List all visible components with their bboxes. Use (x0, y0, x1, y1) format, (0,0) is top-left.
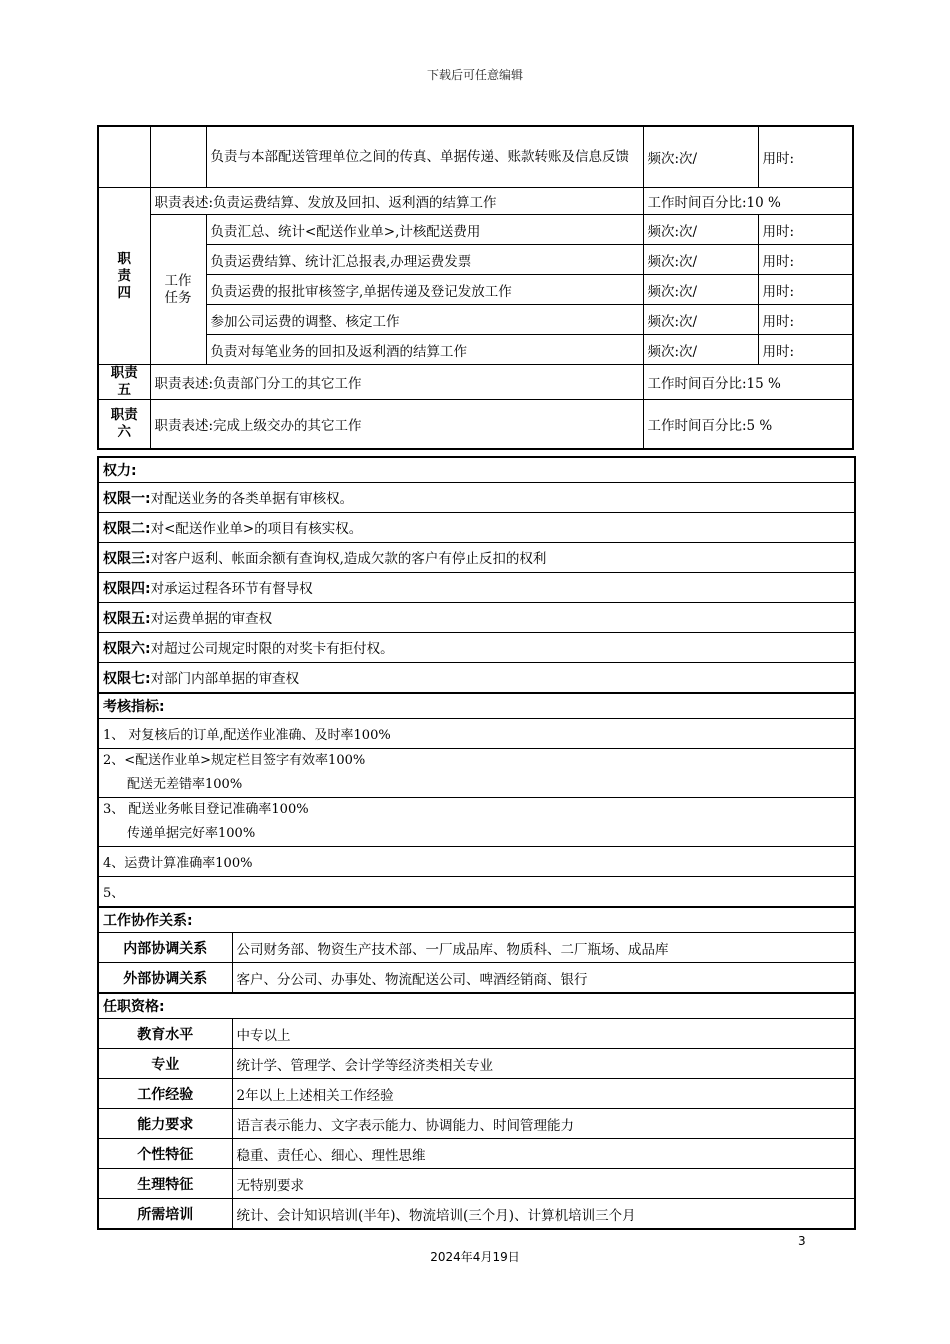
time-cell: 用时: (758, 245, 853, 275)
qualification-value: 稳重、责任心、细心、理性思维 (232, 1139, 855, 1169)
qualification-value: 中专以上 (232, 1019, 855, 1049)
table-row (98, 126, 853, 188)
power-title: 权力: (98, 457, 855, 483)
table-row (98, 1019, 855, 1049)
qualification-label: 所需培训 (98, 1199, 232, 1230)
power-item: 权限七:对部门内部单据的审查权 (98, 663, 855, 694)
table-row (98, 275, 853, 305)
table-row (98, 633, 855, 663)
time-cell: 用时: (758, 305, 853, 335)
time-cell: 用时: (758, 275, 853, 305)
power-item: 权限三:对客户返利、帐面余额有查询权,造成欠款的客户有停止反扣的权利 (98, 543, 855, 573)
duty5-label: 职责五 (98, 365, 150, 400)
table-row (98, 1049, 855, 1079)
table-row (98, 877, 855, 908)
duty6-description: 职责表述:完成上级交办的其它工作 (150, 400, 643, 450)
qualification-value: 统计学、管理学、会计学等经济类相关专业 (232, 1049, 855, 1079)
table-row (98, 245, 853, 275)
frequency-cell: 频次:次/ (643, 215, 758, 245)
table-row (98, 749, 855, 798)
qualification-label: 教育水平 (98, 1019, 232, 1049)
table-row (98, 798, 855, 847)
table-row (98, 933, 855, 963)
details-table (97, 456, 856, 1230)
task-cell: 负责与本部配送管理单位之间的传真、单据传递、账款转账及信息反馈 (206, 126, 643, 188)
table-row (98, 693, 855, 719)
duty6-percent: 工作时间百分比:5 % (643, 400, 853, 450)
power-item: 权限四:对承运过程各环节有督导权 (98, 573, 855, 603)
task-cell: 负责对每笔业务的回扣及返利酒的结算工作 (206, 335, 643, 365)
time-cell: 用时: (758, 335, 853, 365)
qualification-label: 工作经验 (98, 1079, 232, 1109)
table-row (98, 993, 855, 1019)
relations-title: 工作协作关系: (98, 907, 855, 933)
table-row (98, 1139, 855, 1169)
external-relations-label: 外部协调关系 (98, 963, 232, 994)
duty4-label: 职责四 (98, 188, 150, 365)
power-item: 权限五:对运费单据的审查权 (98, 603, 855, 633)
time-cell: 用时: (758, 126, 853, 188)
table-row (98, 573, 855, 603)
page-header: 下载后可任意编辑 (426, 68, 523, 82)
table-row (98, 305, 853, 335)
time-cell: 用时: (758, 215, 853, 245)
qualification-value: 统计、会计知识培训(半年)、物流培训(三个月)、计算机培训三个月 (232, 1199, 855, 1230)
qualification-label: 个性特征 (98, 1139, 232, 1169)
qualification-value: 语言表示能力、文字表示能力、协调能力、时间管理能力 (232, 1109, 855, 1139)
footer-date: 2024年4月19日 (430, 1250, 520, 1264)
kpi-item: 3、 配送业务帐目登记准确率100% 传递单据完好率100% (98, 798, 855, 847)
table-row (98, 719, 855, 749)
kpi-item: 5、 (98, 877, 855, 908)
internal-relations-value: 公司财务部、物资生产技术部、一厂成品库、物质科、二厂瓶场、成品库 (232, 933, 855, 963)
duty4-description: 职责表述:负责运费结算、发放及回扣、返利酒的结算工作 (150, 188, 643, 215)
table-row (98, 483, 855, 513)
table-row (98, 847, 855, 877)
power-item: 权限六:对超过公司规定时限的对奖卡有拒付权。 (98, 633, 855, 663)
qualification-value: 2年以上上述相关工作经验 (232, 1079, 855, 1109)
qualification-value: 无特别要求 (232, 1169, 855, 1199)
task-cell: 参加公司运费的调整、核定工作 (206, 305, 643, 335)
table-row (98, 457, 855, 483)
task-cell: 负责运费结算、统计汇总报表,办理运费发票 (206, 245, 643, 275)
table-row (98, 1169, 855, 1199)
task-cell: 负责汇总、统计<配送作业单>,计核配送费用 (206, 215, 643, 245)
table-row (98, 603, 855, 633)
table-row (98, 1199, 855, 1230)
qualification-label: 生理特征 (98, 1169, 232, 1199)
internal-relations-label: 内部协调关系 (98, 933, 232, 963)
table-row (98, 963, 855, 994)
table-row (98, 335, 853, 365)
power-item: 权限二:对<配送作业单>的项目有核实权。 (98, 513, 855, 543)
duty5-description: 职责表述:负责部门分工的其它工作 (150, 365, 643, 400)
task-cell: 负责运费的报批审核签字,单据传递及登记发放工作 (206, 275, 643, 305)
table-row (98, 365, 853, 400)
table-row (98, 1109, 855, 1139)
page-number: 3 (798, 1234, 806, 1248)
frequency-cell: 频次:次/ (643, 335, 758, 365)
table-row (98, 543, 855, 573)
kpi-item: 4、运费计算准确率100% (98, 847, 855, 877)
duties-table (97, 125, 854, 450)
frequency-cell: 频次:次/ (643, 126, 758, 188)
table-row (98, 663, 855, 694)
work-task-label: 工作任务 (150, 215, 206, 365)
duty4-percent: 工作时间百分比:10 % (643, 188, 853, 215)
kpi-item: 2、<配送作业单>规定栏目签字有效率100% 配送无差错率100% (98, 749, 855, 798)
frequency-cell: 频次:次/ (643, 305, 758, 335)
table-row (98, 400, 853, 450)
qualifications-title: 任职资格: (98, 993, 855, 1019)
frequency-cell: 频次:次/ (643, 275, 758, 305)
table-row (98, 215, 853, 245)
kpi-item: 1、 对复核后的订单,配送作业准确、及时率100% (98, 719, 855, 749)
table-row (98, 1079, 855, 1109)
table-row (98, 188, 853, 215)
table-row (98, 513, 855, 543)
qualification-label: 能力要求 (98, 1109, 232, 1139)
frequency-cell: 频次:次/ (643, 245, 758, 275)
duty6-label: 职责六 (98, 400, 150, 450)
duty5-percent: 工作时间百分比:15 % (643, 365, 853, 400)
external-relations-value: 客户、分公司、办事处、物流配送公司、啤酒经销商、银行 (232, 963, 855, 994)
qualification-label: 专业 (98, 1049, 232, 1079)
kpi-title: 考核指标: (98, 693, 855, 719)
power-item: 权限一:对配送业务的各类单据有审核权。 (98, 483, 855, 513)
table-row (98, 907, 855, 933)
